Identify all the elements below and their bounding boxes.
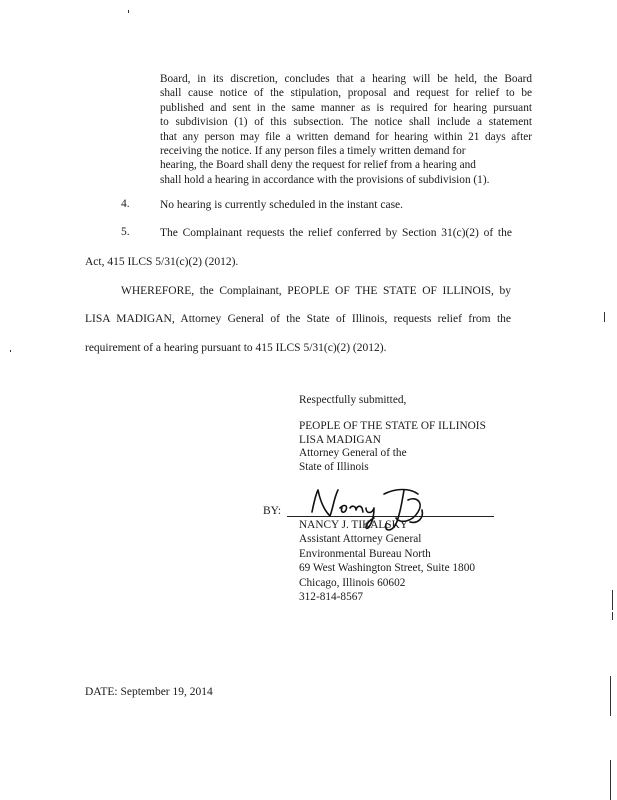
scan-speck	[610, 676, 611, 716]
attorney-city: Chicago, Illinois 60602	[299, 576, 406, 589]
quote-line: shall cause notice of the stipulation, proposal and request for relief to be	[160, 87, 532, 100]
scan-speck	[604, 312, 605, 322]
wherefore-line-1: WHEREFORE, the Complainant, PEOPLE OF THE STATE OF ILLINOIS, by	[121, 285, 511, 297]
attorney-contact	[299, 518, 475, 604]
statute-quote	[160, 72, 532, 187]
paragraph-5-line-1: The Complainant requests the relief conferred by Section 31(c)(2) of the	[160, 227, 512, 239]
attorney-phone: 312-814-8567	[299, 591, 364, 604]
scan-speck	[10, 350, 11, 352]
scan-speck	[610, 760, 611, 800]
party-name: PEOPLE OF THE STATE OF ILLINOIS	[299, 419, 486, 432]
wherefore-line-2: LISA MADIGAN, Attorney General of the State of Illinois, requests relief from the	[85, 313, 511, 325]
attorney-general-name: LISA MADIGAN	[299, 433, 381, 446]
paragraph-5-number: 5.	[121, 226, 130, 238]
paragraph-5-line-2: Act, 415 ILCS 5/31(c)(2) (2012).	[85, 256, 239, 268]
quote-line: published and sent in the same manner as is required for hearing pursuant	[160, 101, 532, 114]
signature-block	[299, 394, 486, 475]
scan-speck	[612, 590, 613, 610]
attorney-street: 69 West Washington Street, Suite 1800	[299, 562, 475, 575]
attorney-name: NANCY J. TIKALSKY	[299, 519, 408, 531]
date-line: DATE: September 19, 2014	[85, 686, 213, 698]
attorney-title: Assistant Attorney General	[299, 533, 422, 546]
attorney-bureau: Environmental Bureau North	[299, 547, 431, 560]
quote-line: Board, in its discretion, concludes that a hearing will be held, the Board	[160, 73, 532, 85]
spacer	[299, 408, 486, 420]
closing: Respectfully submitted,	[299, 394, 407, 406]
wherefore-line-3: requirement of a hearing pursuant to 415 ILCS 5/31(c)(2) (2012).	[85, 342, 387, 354]
quote-line: receiving the notice. If any person files a timely written demand for	[160, 145, 466, 158]
attorney-general-title-1: Attorney General of the	[299, 447, 407, 460]
quote-line: shall hold a hearing in accordance with the provisions of subdivision (1).	[160, 173, 490, 186]
by-label: BY:	[263, 505, 282, 517]
quote-line: hearing, the Board shall deny the request for relief from a hearing and	[160, 159, 476, 172]
attorney-general-title-2: State of Illinois	[299, 461, 369, 474]
paragraph-4-number: 4.	[121, 198, 130, 210]
scan-speck	[128, 10, 129, 13]
scan-speck	[612, 612, 613, 620]
quote-line: that any person may file a written demand for hearing within 21 days after	[160, 130, 532, 143]
quote-line: to subdivision (1) of this subsection. The notice shall include a statement	[160, 116, 532, 129]
paragraph-4-text: No hearing is currently scheduled in the instant case.	[160, 199, 404, 211]
